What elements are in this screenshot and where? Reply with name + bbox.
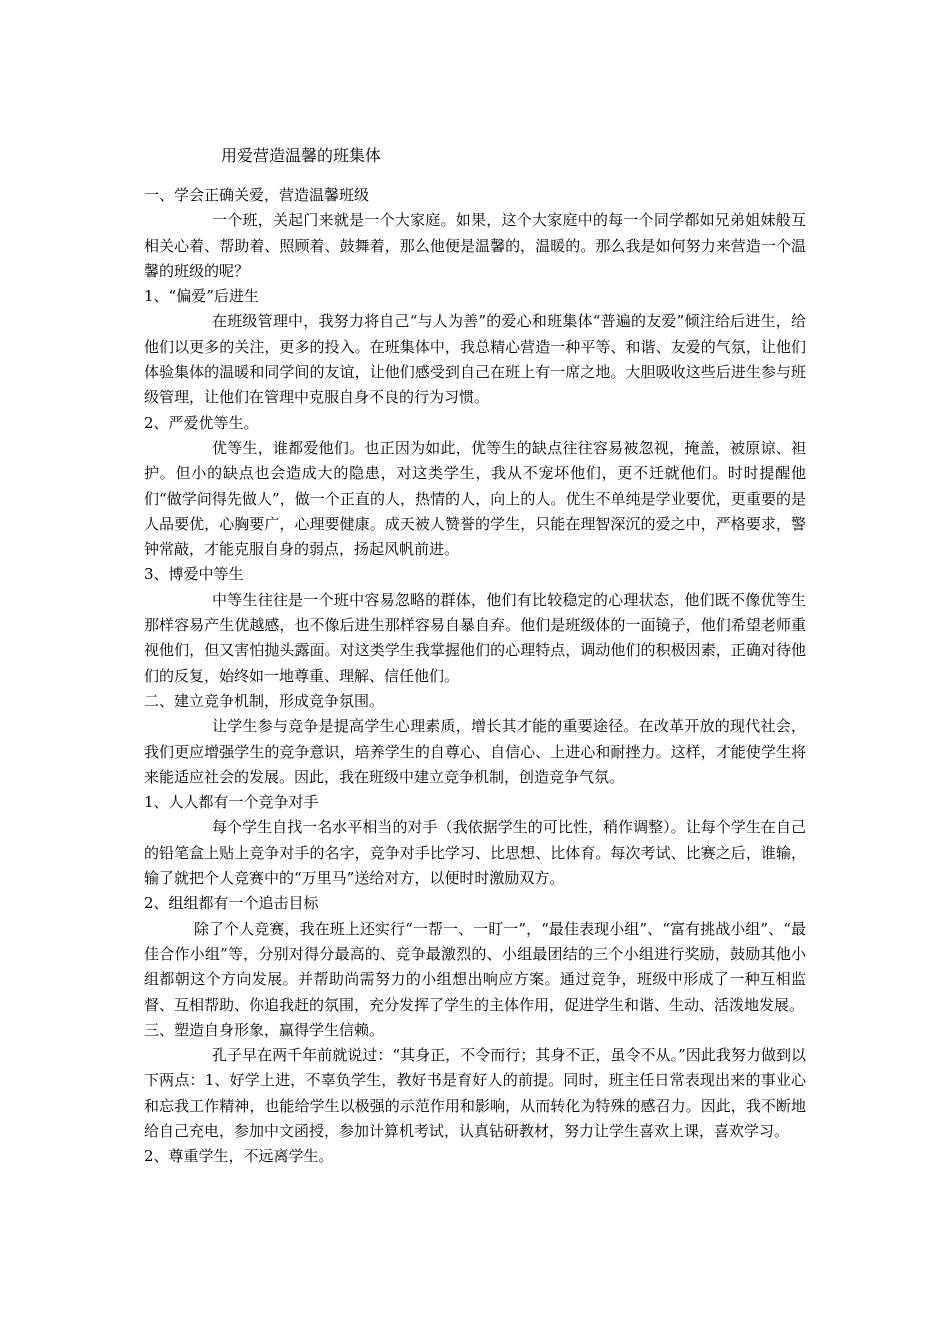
- document-title: 用爱营造温馨的班集体: [221, 146, 382, 165]
- subsection-heading: 1、“偏爱”后进生: [144, 287, 259, 306]
- subsection-heading: 3、博爱中等生: [144, 565, 244, 584]
- subsection-heading: 2、尊重学生，不远离学生。: [144, 1147, 334, 1166]
- section-heading-1: 一、学会正确关爱，营造温馨班级: [144, 186, 370, 204]
- paragraph: 除了个人竞赛，我在班上还实行“一帮一、一盯一”，“最佳表现小组”、“富有挑战小组”、“最佳合作小组”等，分别对得分最高的、竞争最激烈的、小组最团结的三个小组进行奖励，鼓励其他小组都朝这个方向发展。并帮助尚需努力的小组想出响应方案。通过竞争，班级中形成了一种互相监督、互相帮助、你追我赶的氛围，充分发挥了学生的主体作用，促进学生和谐、生动、活泼地发展。: [144, 919, 806, 1014]
- paragraph: 在班级管理中，我努力将自己“与人为善”的爱心和班集体“普遍的友爱”倾注给后进生，给他们以更多的关注，更多的投入。在班集体中，我总精心营造一种平等、和谐、友爱的气氛，让他们体验集体的温暖和同学间的友谊，让他们感受到自己在班上有一席之地。大胆吸收这些后进生参与班级管理，让他们在管理中克服自身不良的行为习惯。: [144, 312, 806, 407]
- paragraph: 孔子早在两千年前就说过：“其身正，不令而行；其身不正，虽令不从。”因此我努力做到以下两点：1、好学上进，不辜负学生，教好书是育好人的前提。同时，班主任日常表现出来的事业心和忘我工作精神，也能给学生以极强的示范作用和影响，从而转化为特殊的感召力。因此，我不断地给自己充电，参加中文函授，参加计算机考试，认真钻研教材，努力让学生喜欢上课，喜欢学习。: [144, 1046, 806, 1140]
- section-heading-3: 三、塑造自身形象，赢得学生信赖。: [144, 1020, 385, 1039]
- document-body: [144, 183, 806, 1170]
- paragraph: 一个班，关起门来就是一个大家庭。如果，这个大家庭中的每一个同学都如兄弟姐妹般互相关心着、帮助着、照顾着、鼓舞着，那么他便是温馨的，温暖的。那么我是如何努力来营造一个温馨的班级的呢？: [144, 211, 806, 280]
- paragraph: 中等生往往是一个班中容易忽略的群体，他们有比较稳定的心理状态，他们既不像优等生那样容易产生优越感，也不像后进生那样容易自暴自弃。他们是班级体的一面镜子，他们希望老师重视他们，但又害怕抛头露面。对这类学生我掌握他们的心理特点，调动他们的积极因素，正确对待他们的反复，始终如一地尊重、理解、信任他们。: [144, 590, 806, 685]
- subsection-heading: 1、人人都有一个竞争对手: [144, 793, 319, 812]
- subsection-heading: 2、组组都有一个追击目标: [144, 894, 319, 913]
- paragraph: 让学生参与竞争是提高学生心理素质，增长其才能的重要途径。在改革开放的现代社会，我们更应增强学生的竞争意识，培养学生的自尊心、自信心、上进心和耐挫力。这样，才能使学生将来能适应社会的发展。因此，我在班级中建立竞争机制，创造竞争气氛。: [144, 717, 806, 786]
- subsection-heading: 2、严爱优等生。: [144, 413, 259, 432]
- section-heading-2: 二、建立竞争机制，形成竞争氛围。: [144, 691, 385, 710]
- paragraph: 每个学生自找一名水平相当的对手（我依据学生的可比性，稍作调整）。让每个学生在自己的铅笔盒上贴上竞争对手的名字，竞争对手比学习、比思想、比体育。每次考试、比赛之后，谁输，输了就把个人竞赛中的“万里马”送给对方，以便时时激励双方。: [144, 818, 806, 888]
- paragraph: 优等生，谁都爱他们。也正因为如此，优等生的缺点往往容易被忽视，掩盖，被原谅、袒护。但小的缺点也会造成大的隐患，对这类学生，我从不宠坏他们，更不迁就他们。时时提醒他们“做学问得先做人”，做一个正直的人，热情的人，向上的人。优生不单纯是学业要优，更重要的是人品要优，心胸要广，心理要健康。成天被人赞誉的学生，只能在理智深沉的爱之中，严格要求，警钟常敲，才能克服自身的弱点，扬起风帆前进。: [144, 438, 806, 559]
